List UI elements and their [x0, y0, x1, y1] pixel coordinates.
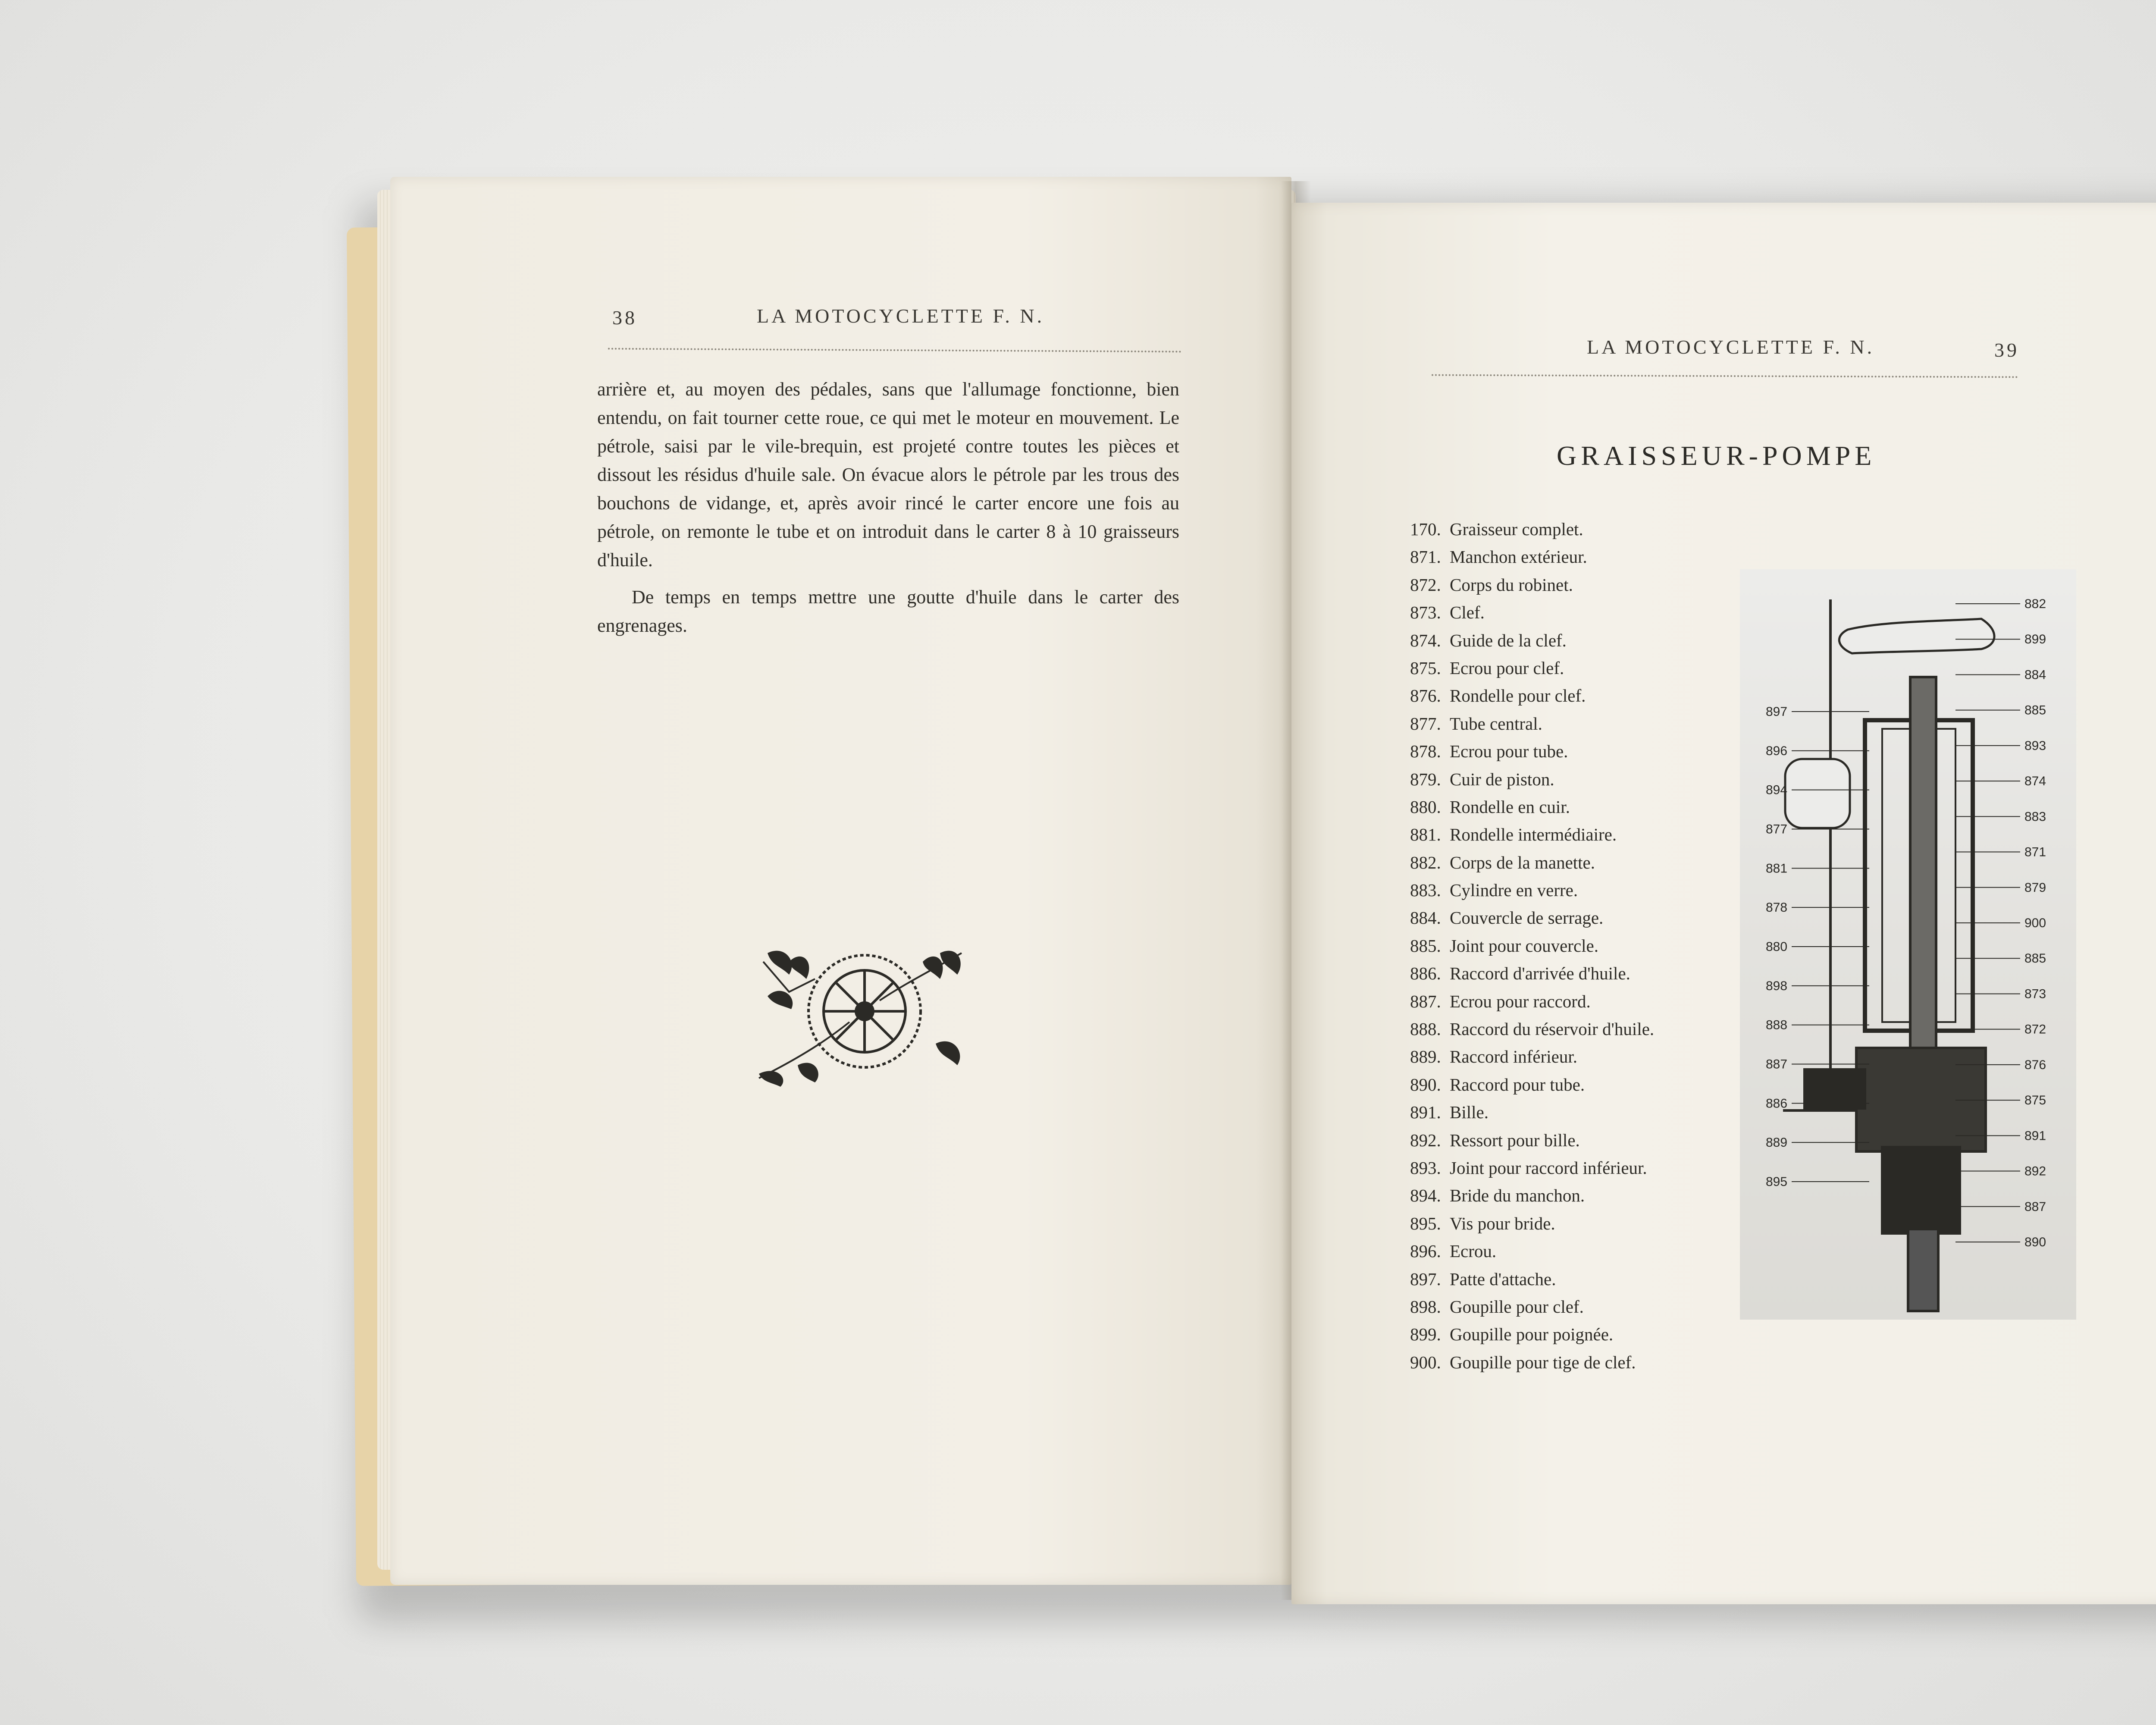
part-name: Raccord inférieur.	[1450, 1047, 1577, 1067]
part-name: Couvercle de serrage.	[1450, 908, 1604, 928]
part-name: Raccord pour tube.	[1450, 1074, 1585, 1095]
part-item	[1410, 1293, 1746, 1320]
part-item	[1410, 1265, 1746, 1293]
part-name: Clef.	[1450, 602, 1485, 623]
callout-label: 898	[1766, 979, 1788, 993]
callout-label: 880	[1766, 940, 1788, 954]
callout-label: 892	[2024, 1164, 2046, 1179]
part-item	[1410, 571, 1746, 599]
callout-label: 885	[2024, 703, 2046, 718]
floral-ornament-icon	[750, 936, 979, 1087]
part-number: 877.	[1410, 713, 1441, 734]
part-name: Rondelle pour clef.	[1450, 686, 1586, 706]
callout-label: 895	[1766, 1175, 1788, 1189]
part-item	[1410, 821, 1746, 848]
part-number: 894.	[1410, 1186, 1441, 1206]
callout-label: 876	[2024, 1057, 2046, 1072]
part-number: 874.	[1410, 630, 1441, 650]
part-item	[1410, 599, 1746, 626]
callout-label: 894	[1766, 783, 1788, 797]
left-body-text	[597, 375, 1179, 649]
part-number: 875.	[1410, 658, 1441, 678]
part-name: Raccord d'arrivée d'huile.	[1450, 963, 1630, 984]
part-item	[1410, 654, 1746, 682]
part-item	[1410, 1320, 1746, 1348]
part-number: 892.	[1410, 1130, 1441, 1150]
part-name: Tube central.	[1450, 713, 1542, 734]
part-number: 896.	[1410, 1241, 1441, 1261]
part-item	[1410, 543, 1746, 571]
callout-label: 881	[1766, 861, 1788, 876]
callout-label: 889	[1766, 1135, 1788, 1150]
part-number: 897.	[1410, 1269, 1441, 1289]
part-number: 886.	[1410, 963, 1441, 984]
part-item	[1410, 1098, 1746, 1126]
part-name: Bille.	[1450, 1102, 1489, 1123]
part-number: 899.	[1410, 1324, 1441, 1345]
part-number: 888.	[1410, 1019, 1441, 1039]
callout-label: 896	[1766, 743, 1788, 758]
part-number: 885.	[1410, 935, 1441, 956]
left-running-head: LA MOTOCYCLETTE F. N.	[757, 305, 1045, 327]
part-number: 872.	[1410, 574, 1441, 595]
right-running-head: LA MOTOCYCLETTE F. N.	[1587, 336, 1875, 358]
part-number: 895.	[1410, 1213, 1441, 1233]
callout-label: 886	[1766, 1096, 1788, 1111]
left-page-number: 38	[612, 307, 637, 329]
callout-label: 891	[2024, 1129, 2046, 1143]
part-number: 887.	[1410, 991, 1441, 1011]
part-number: 898.	[1410, 1296, 1441, 1317]
lubricator-pump-diagram	[1740, 569, 2076, 1320]
part-item	[1410, 1210, 1746, 1237]
part-name: Ecrou pour tube.	[1450, 741, 1568, 762]
part-item	[1410, 1154, 1746, 1182]
callout-label: 871	[2024, 845, 2046, 859]
part-item	[1410, 960, 1746, 987]
part-number: 893.	[1410, 1157, 1441, 1178]
part-name: Corps de la manette.	[1450, 852, 1595, 872]
part-item	[1410, 1015, 1746, 1043]
part-name: Goupille pour poignée.	[1450, 1324, 1614, 1345]
callout-label: 885	[2024, 951, 2046, 966]
callout-label: 877	[1766, 822, 1788, 837]
part-number: 876.	[1410, 686, 1441, 706]
part-item	[1410, 627, 1746, 654]
part-item	[1410, 1126, 1746, 1154]
callout-label: 893	[2024, 738, 2046, 753]
part-number: 871.	[1410, 547, 1441, 567]
part-item	[1410, 1237, 1746, 1265]
part-number: 900.	[1410, 1352, 1441, 1372]
part-name: Bride du manchon.	[1450, 1186, 1585, 1206]
callout-label: 900	[2024, 916, 2046, 930]
part-number: 873.	[1410, 602, 1441, 623]
part-number: 889.	[1410, 1047, 1441, 1067]
part-item	[1410, 1071, 1746, 1098]
right-page-number: 39	[1994, 339, 2019, 361]
section-title: GRAISSEUR-POMPE	[1557, 440, 1876, 471]
parts-list	[1410, 515, 1746, 1376]
part-name: Ecrou pour clef.	[1450, 658, 1564, 678]
part-name: Joint pour couvercle.	[1450, 935, 1598, 956]
part-number: 882.	[1410, 852, 1441, 872]
part-item	[1410, 765, 1746, 793]
callout-label: 879	[2024, 880, 2046, 895]
part-item	[1410, 1043, 1746, 1070]
callout-label: 884	[2024, 668, 2046, 682]
part-item	[1410, 849, 1746, 876]
callout-label: 872	[2024, 1022, 2046, 1037]
callout-label: 873	[2024, 987, 2046, 1001]
part-number: 879.	[1410, 769, 1441, 789]
part-item	[1410, 988, 1746, 1015]
part-number: 890.	[1410, 1074, 1441, 1095]
part-name: Goupille pour clef.	[1450, 1296, 1584, 1317]
part-name: Ecrou pour raccord.	[1450, 991, 1591, 1011]
callout-label: 888	[1766, 1018, 1788, 1032]
part-name: Raccord du réservoir d'huile.	[1450, 1019, 1655, 1039]
part-name: Ressort pour bille.	[1450, 1130, 1580, 1150]
part-name: Corps du robinet.	[1450, 574, 1573, 595]
part-item	[1410, 737, 1746, 765]
callout-label: 882	[2024, 597, 2046, 611]
part-number: 883.	[1410, 880, 1441, 900]
part-number: 878.	[1410, 741, 1441, 762]
part-name: Rondelle intermédiaire.	[1450, 825, 1617, 845]
part-number: 170.	[1410, 519, 1441, 539]
part-name: Goupille pour tige de clef.	[1450, 1352, 1636, 1372]
callout-label: 878	[1766, 900, 1788, 915]
part-item	[1410, 1349, 1746, 1376]
part-item	[1410, 793, 1746, 821]
part-number: 884.	[1410, 908, 1441, 928]
paragraph-2: De temps en temps mettre une goutte d'huile dans le carter des engrenages.	[597, 586, 1179, 636]
paragraph-1: arrière et, au moyen des pédales, sans que l'allumage fonctionne, bien entendu, on fait tourner cette roue, ce qui met le moteur en mouvement. Le pétrole, saisi par le vile-brequin, est projeté contre toutes les pièces et dissout les résidus d'huile sale. On évacue alors le pétrole par les trous des bouchons de vidange, et, après avoir rincé le carter encore une fois au pétrole, on remonte le tube et on introduit dans le carter 8 à 10 graisseurs d'huile.	[597, 379, 1179, 571]
part-item	[1410, 682, 1746, 709]
callout-label: 875	[2024, 1093, 2046, 1108]
part-name: Manchon extérieur.	[1450, 547, 1587, 567]
callout-label: 899	[2024, 632, 2046, 647]
callout-label: 883	[2024, 809, 2046, 824]
part-name: Ecrou.	[1450, 1241, 1497, 1261]
part-item	[1410, 515, 1746, 543]
part-name: Guide de la clef.	[1450, 630, 1567, 650]
part-name: Rondelle en cuir.	[1450, 797, 1570, 817]
part-item	[1410, 904, 1746, 932]
callout-label: 897	[1766, 705, 1788, 719]
part-name: Vis pour bride.	[1450, 1213, 1555, 1233]
part-name: Graisseur complet.	[1450, 519, 1583, 539]
part-name: Cylindre en verre.	[1450, 880, 1578, 900]
part-number: 891.	[1410, 1102, 1441, 1123]
part-name: Joint pour raccord inférieur.	[1450, 1157, 1647, 1178]
part-number: 881.	[1410, 825, 1441, 845]
callout-label: 887	[2024, 1199, 2046, 1214]
part-name: Patte d'attache.	[1450, 1269, 1556, 1289]
callout-label: 887	[1766, 1057, 1788, 1072]
part-item	[1410, 876, 1746, 904]
part-item	[1410, 932, 1746, 960]
part-item	[1410, 1182, 1746, 1209]
part-number: 880.	[1410, 797, 1441, 817]
part-item	[1410, 710, 1746, 737]
callout-label: 874	[2024, 774, 2046, 789]
callout-label: 890	[2024, 1235, 2046, 1249]
part-name: Cuir de piston.	[1450, 769, 1554, 789]
